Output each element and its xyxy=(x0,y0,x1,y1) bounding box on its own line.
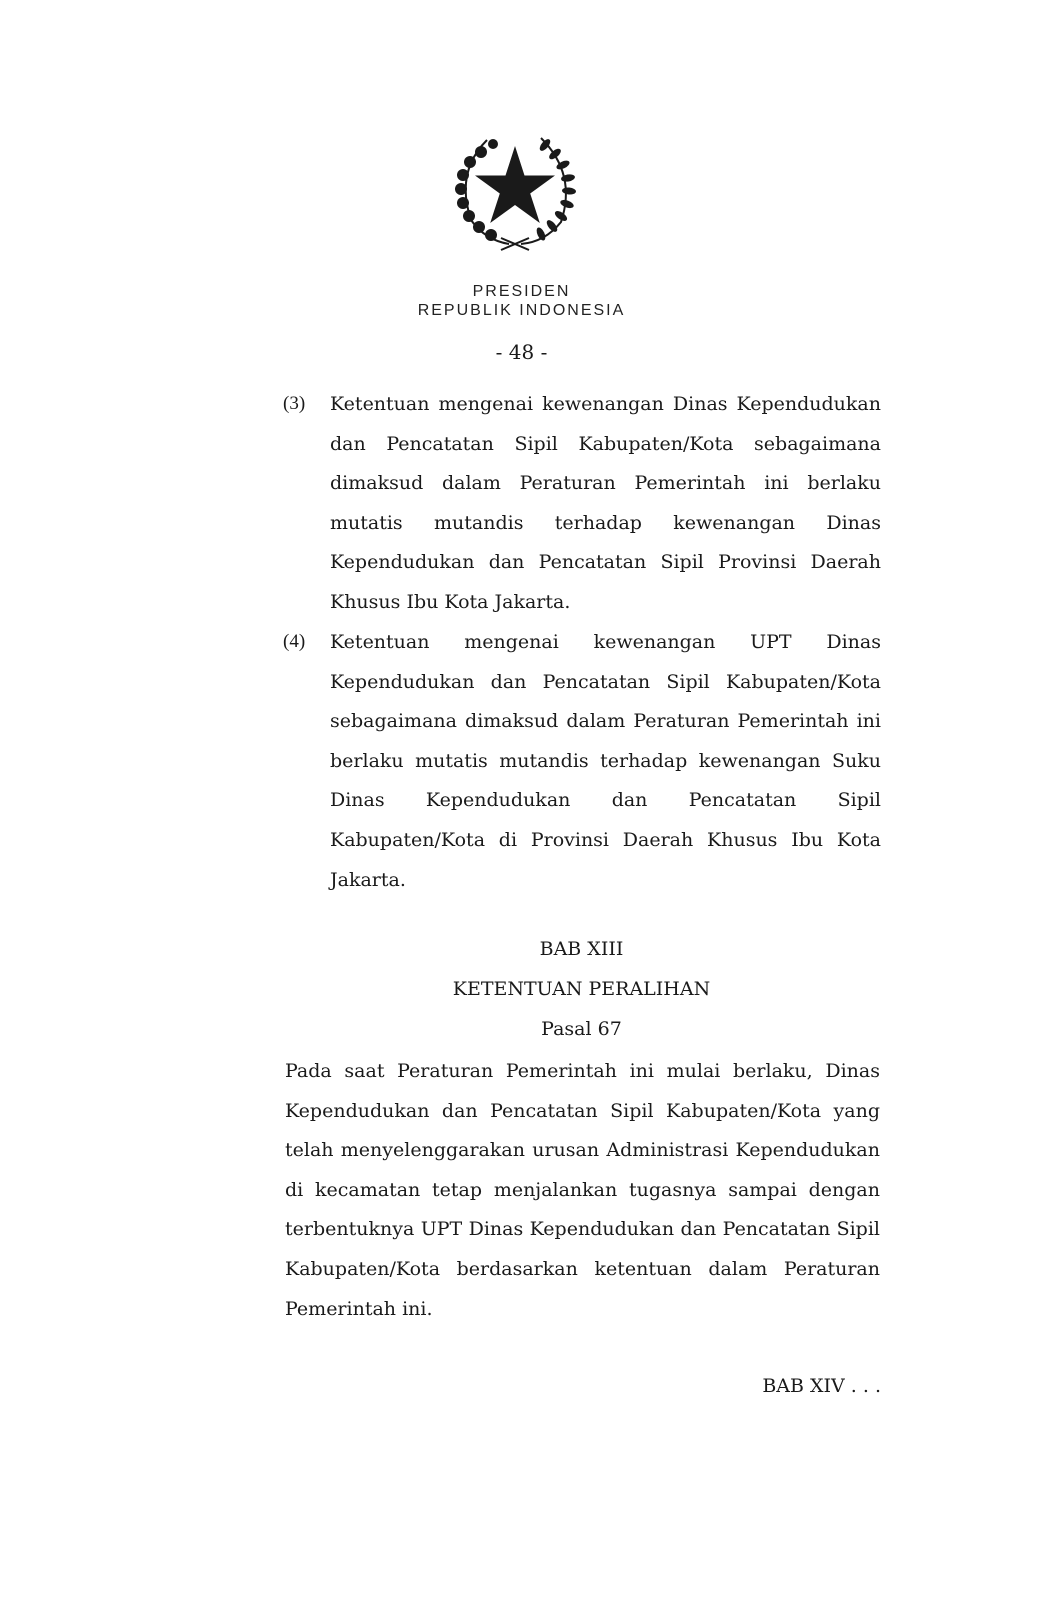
next-page-catchword: BAB XIV . . . xyxy=(762,1375,881,1397)
item-text-4: Ketentuan mengenai kewenangan UPT Dinas Kependudukan dan Pencatatan Sipil Kabupaten/Kota sebagaimana dimaksud dalam Peraturan Pemerintah ini berlaku mutatis mutandis terhadap kewenangan Suku Dinas Kependudukan dan Pencatatan Sipil Kabupaten/Kota di Provinsi Daerah Khusus Ibu Kota Jakarta. xyxy=(330,631,881,891)
article-heading: Pasal 67 xyxy=(541,1018,622,1040)
chapter-title: KETENTUAN PERALIHAN xyxy=(452,978,711,1000)
article-text: Pada saat Peraturan Pemerintah ini mulai berlaku, Dinas Kependudukan dan Pencatatan Sipil Kabupaten/Kota yang telah menyelenggarakan urusan Administrasi Kependudukan di kecamatan tetap menjalankan tugasnya sampai dengan terbentuknya UPT Dinas Kependudukan dan Pencatatan Sipil Kabupaten/Kota berdasarkan ketentuan dalam Peraturan Pemerintah ini. xyxy=(285,1060,880,1320)
presidential-emblem-icon xyxy=(449,128,581,252)
header-subtitle: REPUBLIK INDONESIA xyxy=(417,302,626,319)
page-number: - 48 - xyxy=(495,340,548,364)
chapter-number: BAB XIII xyxy=(539,938,624,960)
item-marker-4: (4) xyxy=(283,631,306,652)
item-text-3: Ketentuan mengenai kewenangan Dinas Kependudukan dan Pencatatan Sipil Kabupaten/Kota sebagaimana dimaksud dalam Peraturan Pemerintah ini berlaku mutatis mutandis terhadap kewenangan Dinas Kependudukan dan Pencatatan Sipil Provinsi Daerah Khusus Ibu Kota Jakarta. xyxy=(330,393,881,613)
header-title: PRESIDEN xyxy=(472,283,571,300)
item-marker-3: (3) xyxy=(283,393,306,414)
